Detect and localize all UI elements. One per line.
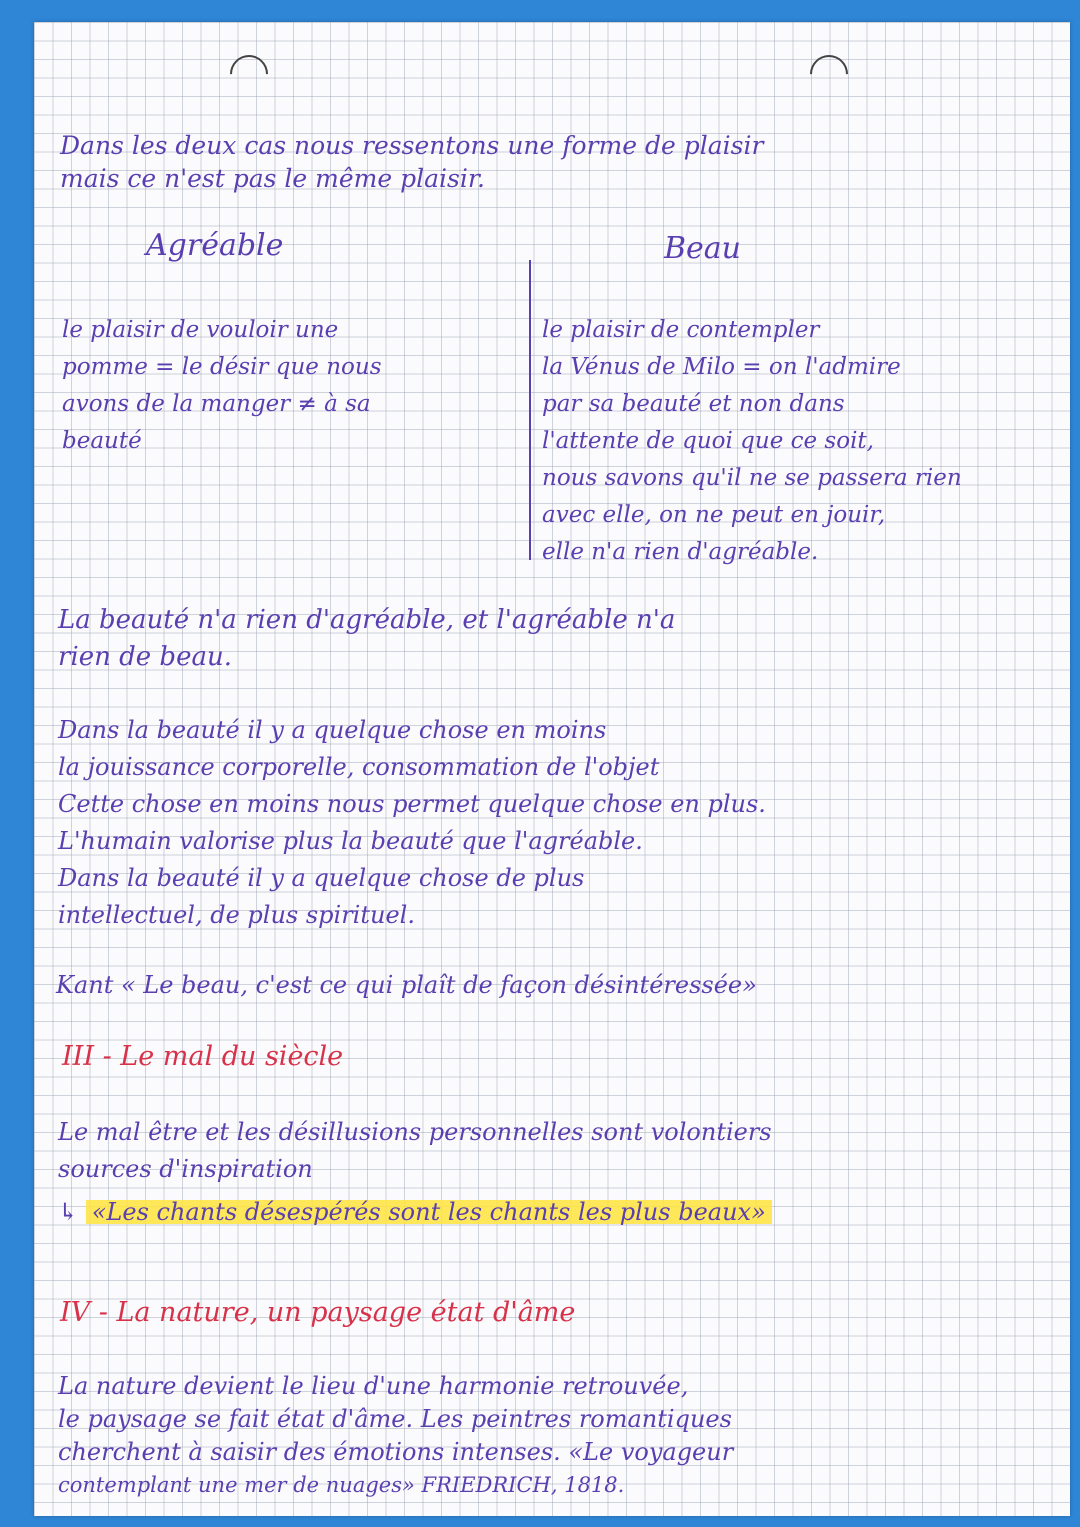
section-4-title (60, 1294, 575, 1331)
paragraph-line: L'humain valorise plus la beauté que l'agréable. (58, 827, 643, 855)
binder-hole-icon (802, 47, 856, 101)
section-4-line: La nature devient le lieu d'une harmonie retrouvée, (58, 1372, 689, 1400)
left-line: beauté (62, 428, 142, 454)
right-line: l'attente de quoi que ce soit, (542, 428, 874, 454)
section-4-line: le paysage se fait état d'âme. Les peintres romantiques (58, 1405, 732, 1433)
section-3-quote-row (58, 1194, 772, 1231)
right-line: la Vénus de Milo = on l'admire (542, 354, 901, 380)
column-divider (529, 260, 531, 560)
section-4-line: contemplant une mer de nuages» FRIEDRICH, 1818. (58, 1473, 625, 1497)
conclusion-line: La beauté n'a rien d'agréable, et l'agréable n'a (58, 605, 676, 635)
highlighted-quote: «Les chants désespérés sont les chants les plus beaux» (86, 1198, 772, 1226)
intro-line: mais ce n'est pas le même plaisir. (60, 164, 485, 193)
paragraph-line: Cette chose en moins nous permet quelque chose en plus. (58, 790, 766, 818)
header-agreable: Agréable (146, 228, 284, 263)
intro-text (60, 127, 763, 197)
header-beau: Beau (664, 231, 742, 266)
notebook-page (34, 22, 1070, 1516)
paragraph-line: Dans la beauté il y a quelque chose en moins (58, 716, 607, 744)
left-line: le plaisir de vouloir une (62, 317, 339, 343)
beauty-paragraph (58, 712, 766, 934)
binder-hole-icon (222, 47, 276, 101)
section-3-line: Le mal être et les désillusions personnelles sont volontiers (58, 1118, 772, 1146)
left-line: pomme = le désir que nous (62, 354, 382, 380)
conclusion (58, 602, 675, 676)
section-3-text (58, 1114, 772, 1188)
section-4-line: cherchent à saisir des émotions intenses. «Le voyageur (58, 1438, 734, 1466)
intro-line: Dans les deux cas nous ressentons une forme de plaisir (60, 131, 764, 160)
section-4-title-rest: , un paysage état d'âme (249, 1297, 576, 1328)
right-line: par sa beauté et non dans (542, 391, 845, 417)
kant-quote: Kant « Le beau, c'est ce qui plaît de façon désintéressée» (56, 971, 757, 999)
conclusion-line: rien de beau. (58, 642, 232, 672)
paragraph-line: intellectuel, de plus spirituel. (58, 901, 415, 929)
arrow-icon: ↳ (58, 1198, 79, 1226)
section-3-line: sources d'inspiration (58, 1155, 313, 1183)
right-column (542, 312, 962, 571)
section-4-title-main: IV - La nature (60, 1297, 250, 1328)
right-line: elle n'a rien d'agréable. (542, 539, 819, 565)
right-line: nous savons qu'il ne se passera rien (542, 465, 962, 491)
section-4-text (58, 1370, 733, 1502)
left-line: avons de la manger ≠ à sa (62, 391, 371, 417)
paragraph-line: la jouissance corporelle, consommation de l'objet (58, 753, 660, 781)
right-line: avec elle, on ne peut en jouir, (542, 502, 886, 528)
right-line: le plaisir de contempler (542, 317, 820, 343)
left-column (62, 312, 382, 460)
section-3-title: III - Le mal du siècle (62, 1041, 344, 1072)
paragraph-line: Dans la beauté il y a quelque chose de plus (58, 864, 585, 892)
